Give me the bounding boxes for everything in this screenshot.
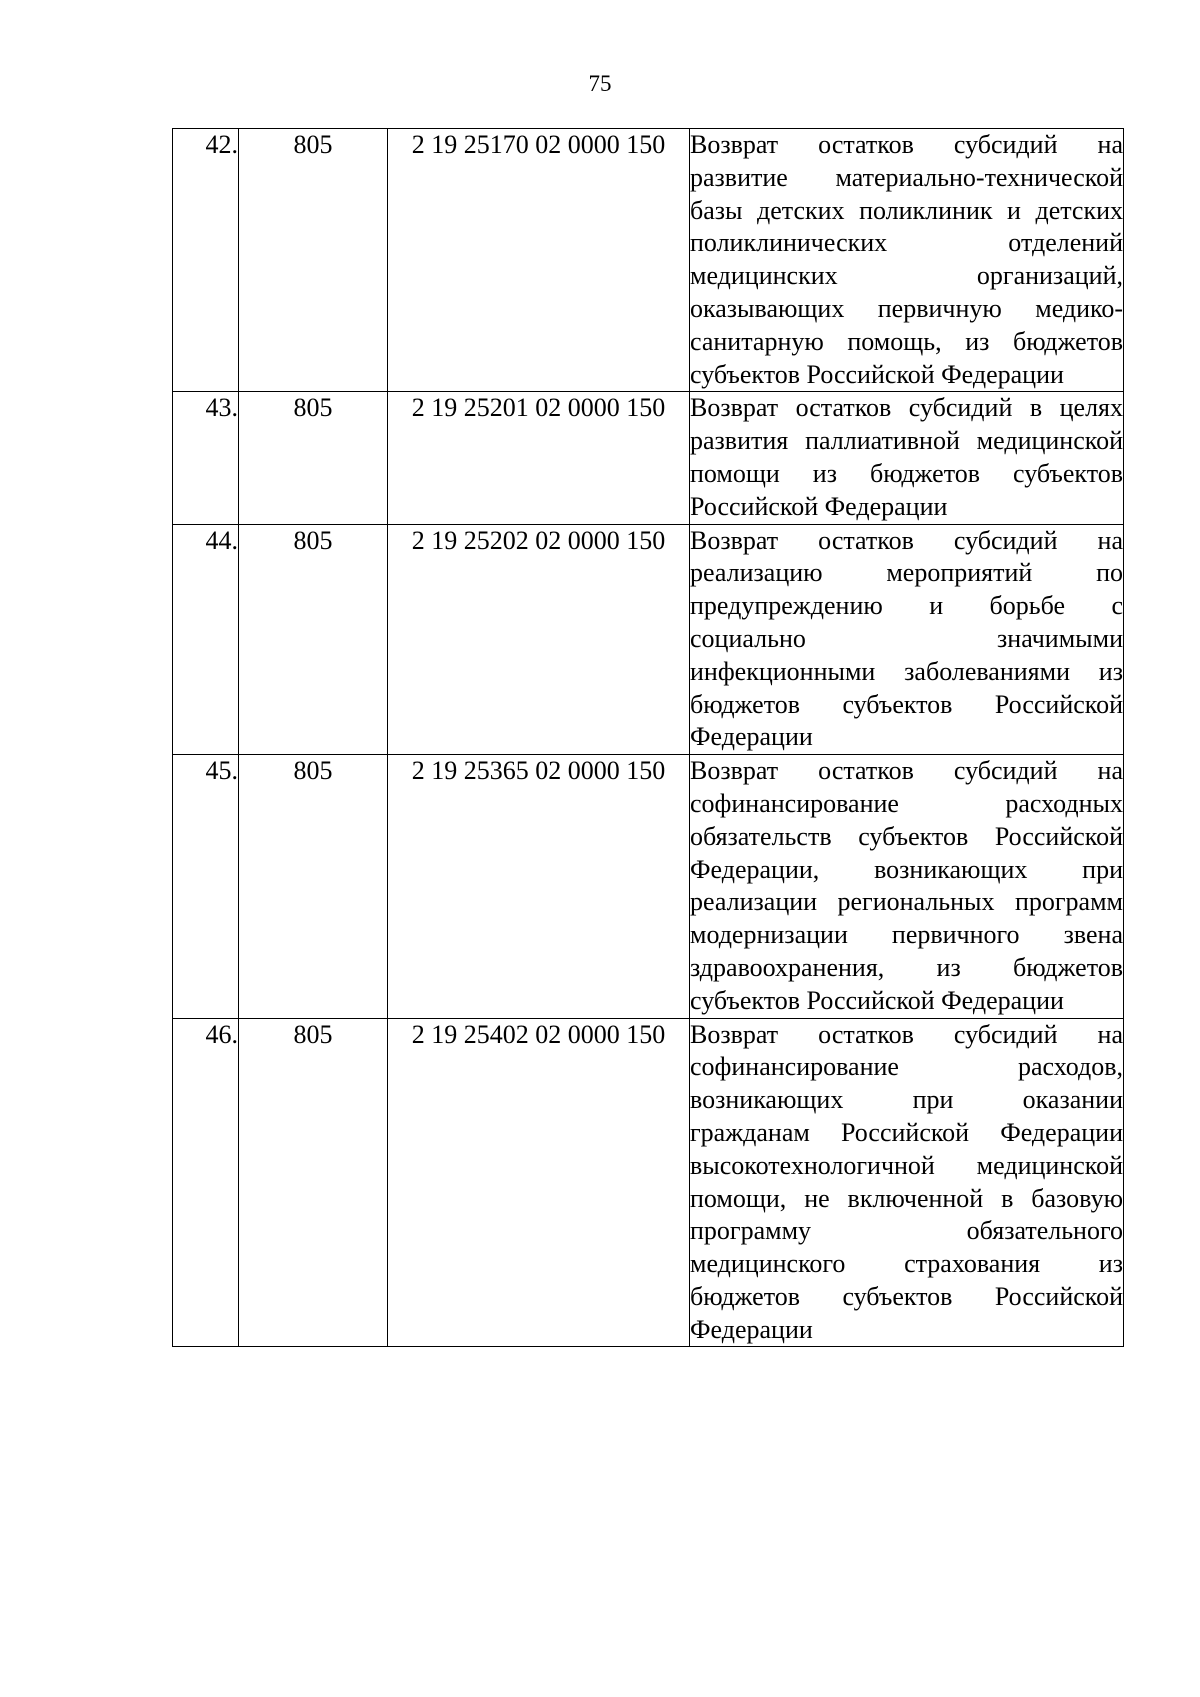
administrator-code: 805 — [239, 392, 388, 524]
row-number: 42. — [173, 129, 239, 392]
administrator-code: 805 — [239, 524, 388, 755]
table-row — [173, 755, 1124, 1018]
budget-classification-code: 2 19 25170 02 0000 150 — [388, 129, 690, 392]
row-number: 46. — [173, 1018, 239, 1347]
budget-classification-code: 2 19 25202 02 0000 150 — [388, 524, 690, 755]
administrator-code: 805 — [239, 755, 388, 1018]
administrator-code: 805 — [239, 129, 388, 392]
budget-classification-code: 2 19 25201 02 0000 150 — [388, 392, 690, 524]
budget-classification-code: 2 19 25365 02 0000 150 — [388, 755, 690, 1018]
income-description: Возврат остатков субсидий на софинансирование расходов, возникающих при оказании гражданам Российской Федерации высокотехнологичной медицинской помощи, не включенной в базовую программу обязательного медицинского страхования из бюджетов субъектов Российской Федерации — [690, 1018, 1124, 1347]
table-row — [173, 129, 1124, 392]
table-row — [173, 524, 1124, 755]
row-number: 45. — [173, 755, 239, 1018]
income-description: Возврат остатков субсидий на развитие материально-технической базы детских поликлиник и детских поликлинических отделений медицинских организаций, оказывающих первичную медико-санитарную помощь, из бюджетов субъектов Российской Федерации — [690, 129, 1124, 392]
income-description: Возврат остатков субсидий на софинансирование расходных обязательств субъектов Российской Федерации, возникающих при реализации региональных программ модернизации первичного звена здравоохранения, из бюджетов субъектов Российской Федерации — [690, 755, 1124, 1018]
administrator-code: 805 — [239, 1018, 388, 1347]
table-row — [173, 1018, 1124, 1347]
page-number: 75 — [588, 71, 612, 96]
budget-classification-code: 2 19 25402 02 0000 150 — [388, 1018, 690, 1347]
income-description: Возврат остатков субсидий на реализацию мероприятий по предупреждению и борьбе с социально значимыми инфекционными заболеваниями из бюджетов субъектов Российской Федерации — [690, 524, 1124, 755]
row-number: 44. — [173, 524, 239, 755]
income-description: Возврат остатков субсидий в целях развития паллиативной медицинской помощи из бюджетов субъектов Российской Федерации — [690, 392, 1124, 524]
budget-codes-table — [172, 128, 1124, 1347]
table-row — [173, 392, 1124, 524]
row-number: 43. — [173, 392, 239, 524]
